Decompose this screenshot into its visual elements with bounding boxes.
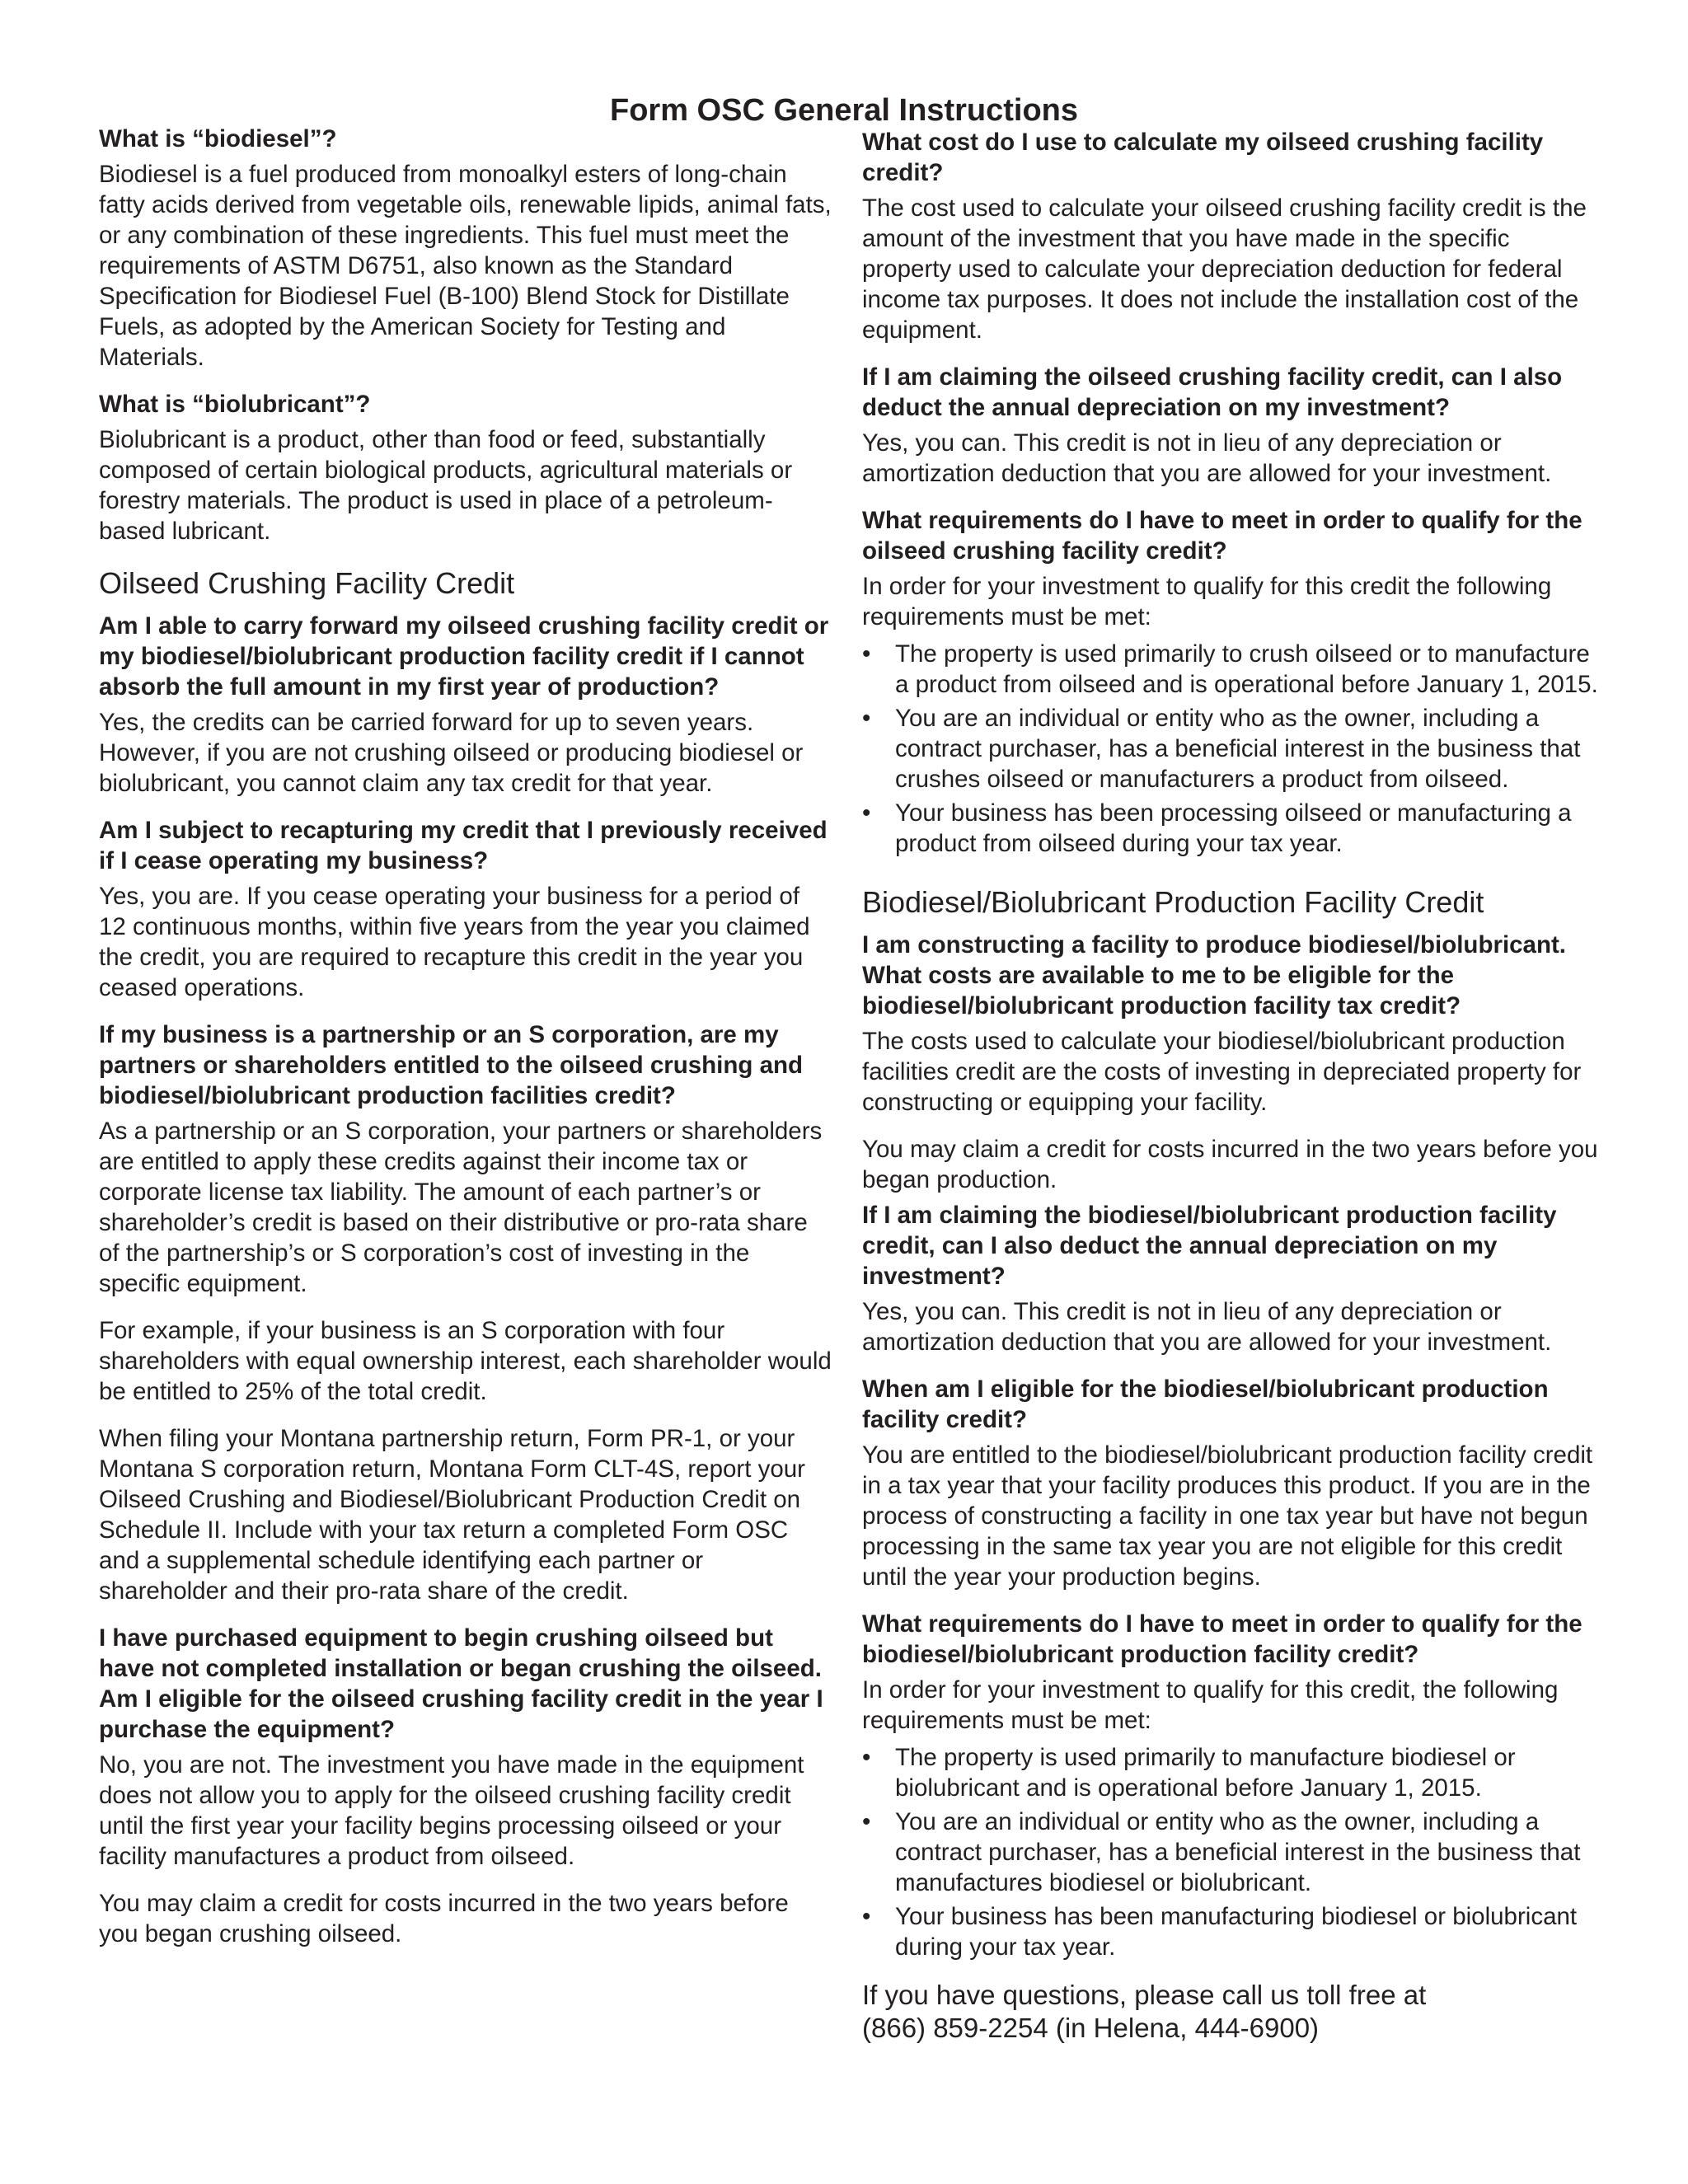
answer-purchased-equipment-1: No, you are not. The investment you have made in the equipment does not allow you to apply for the oilseed crushing facility credit until the first year your facility begins processing oilseed or your facility manufactures a product from oilseed. [99,1751,804,1870]
answer-carry-forward: Yes, the credits can be carried forward for up to seven years. However, if you are not crushing oilseed or producing biodiesel or biolubricant, you cannot claim any tax credit for that year. [99,709,804,797]
question-constructing: I am constructing a facility to produce biodiesel/biolubricant. What costs are available to me to be eligible for the biodiesel/biolubricant production facility tax credit? [862,931,1566,1019]
list-item: • Your business has been manufacturing biodiesel or biolubricant during your tax year. [862,1903,1578,1961]
answer-partnership-3: When filing your Montana partnership return, Form PR-1, or your Montana S corporation return, Montana Form CLT-4S, report your Oilseed Crushing and Biodiesel/Biolubricant Production Credit on Schedule II. Include with your tax return a completed Form OSC and a supplemental schedule identifying each partner or shareholder and their pro-rata share of the credit. [99,1425,805,1605]
question-biolubricant: What is “biolubricant”? [99,391,371,418]
list-item: • Your business has been processing oilseed or manufacturing a product from oilseed during your tax year. [862,799,1572,857]
bullet-icon: • [862,705,871,732]
question-bio-depreciation: If I am claiming the biodiesel/biolubricant production facility credit, can I also deduct the annual depreciation on my investment? [862,1202,1557,1290]
list-item: • You are an individual or entity who as the owner, including a contract purchaser, has a beneficial interest in the business that manufactures biodiesel or biolubricant. [862,1808,1581,1896]
question-cost: What cost do I use to calculate my oilseed crushing facility credit? [862,129,1544,186]
bio-requirements-list [862,1742,1599,1962]
answer-biolubricant: Biolubricant is a product, other than food or feed, substantially composed of certain biological products, agricultural materials or forestry materials. The product is used in place of a petroleum-based lubricant. [99,426,793,545]
answer-bio-depreciation: Yes, you can. This credit is not in lieu of any depreciation or amortization deduction that you are allowed for your investment. [862,1298,1552,1356]
answer-bio-requirements: In order for your investment to qualify for this credit, the following requirements must be met: [862,1676,1559,1734]
bullet-icon: • [862,1744,871,1771]
question-eligible: When am I eligible for the biodiesel/biolubricant production facility credit? [862,1376,1549,1433]
question-biodiesel: What is “biodiesel”? [99,125,337,152]
page-title: Form OSC General Instructions [610,93,1078,128]
question-depreciation: If I am claiming the oilseed crushing facility credit, can I also deduct the annual depreciation on my investment? [862,363,1563,421]
question-purchased-equipment: I have purchased equipment to begin crushing oilseed but have not completed installation or began crushing the oilseed. Am I eligible for the oilseed crushing facility credit in the year I purchase the equipment? [99,1624,823,1743]
answer-depreciation: Yes, you can. This credit is not in lieu of any depreciation or amortization deduction that you are allowed for your investment. [862,429,1552,487]
contact-line-1: If you have questions, please call us toll free at [862,1980,1427,2010]
question-bio-requirements: What requirements do I have to meet in order to qualify for the biodiesel/biolubricant production facility credit? [862,1610,1582,1668]
answer-requirements: In order for your investment to qualify for this credit the following requirements must be met: [862,573,1552,630]
answer-constructing-1: The costs used to calculate your biodiesel/biolubricant production facilities credit are the costs of investing in depreciated property for constructing or equipping your facility. [862,1028,1582,1116]
answer-partnership-1: As a partnership or an S corporation, your partners or shareholders are entitled to apply these credits against their income tax or corporate license tax liability. The amount of each partner’s or shareholder’s credit is based on their distributive or pro-rata share of the partnership’s or S corporation’s cost of investing in the specific equipment. [99,1118,823,1297]
answer-partnership-2: For example, if your business is an S corporation with four shareholders with equal ownership interest, each shareholder would be entitled to 25% of the total credit. [99,1317,832,1405]
requirements-list [862,639,1599,859]
question-requirements: What requirements do I have to meet in order to qualify for the oilseed crushing facility credit? [862,507,1582,565]
bullet-icon: • [862,799,871,827]
question-carry-forward: Am I able to carry forward my oilseed crushing facility credit or my biodiesel/biolubricant production facility credit if I cannot absorb the full amount in my first year of production? [99,612,829,701]
answer-biodiesel: Biodiesel is a fuel produced from monoalkyl esters of long-chain fatty acids derived from vegetable oils, renewable lipids, animal fats, or any combination of these ingredients. This fuel must meet the requirements of ASTM D6751, also known as the Standard Specification for Biodiesel Fuel (B-100) Blend Stock for Distillate Fuels, as adopted by the American Society for Testing and Materials. [99,161,832,371]
left-column [99,124,832,1966]
question-partnership: If my business is a partnership or an S corporation, are my partners or shareholders entitled to the oilseed crushing and biodiesel/biolubricant production facilities credit? [99,1021,804,1109]
bullet-icon: • [862,1808,871,1835]
question-recapture: Am I subject to recapturing my credit that I previously received if I cease operating my business? [99,817,828,874]
section-heading-biodiesel: Biodiesel/Biolubricant Production Facility Credit [862,885,1484,919]
bullet-icon: • [862,1903,871,1930]
right-column [862,127,1599,2045]
answer-eligible: You are entitled to the biodiesel/biolubricant production facility credit in a tax year that your facility produces this product. If you are in the process of constructing a facility in one tax year but have not begun processing in the same tax year you are not eligible for this credit until the year your production begins. [862,1441,1593,1591]
contact-info [862,1979,1599,2045]
section-heading-oilseed: Oilseed Crushing Facility Credit [99,566,515,600]
contact-phone: (866) 859-2254 (in Helena, 444-6900) [862,2013,1320,2043]
list-item: • The property is used primarily to crush oilseed or to manufacture a product from oilseed and is operational before January 1, 2015. [862,640,1598,698]
list-item: • You are an individual or entity who as the owner, including a contract purchaser, has a beneficial interest in the business that crushes oilseed or manufacturers a product from oilseed. [862,705,1581,793]
list-item: • The property is used primarily to manufacture biodiesel or biolubricant and is operational before January 1, 2015. [862,1744,1516,1802]
answer-cost: The cost used to calculate your oilseed crushing facility credit is the amount of the investment that you have made in the specific property used to calculate your depreciation deduction for federal income tax purposes. It does not include the installation cost of the equipment. [862,194,1587,344]
answer-recapture: Yes, you are. If you cease operating your business for a period of 12 continuous months, within five years from the year you claimed the credit, you are required to recapture this credit in the year you ceased operations. [99,883,810,1001]
answer-purchased-equipment-2: You may claim a credit for costs incurred in the two years before you began crushing oilseed. [99,1890,789,1947]
bullet-icon: • [862,640,871,668]
answer-constructing-2: You may claim a credit for costs incurred in the two years before you began production. [862,1136,1598,1193]
